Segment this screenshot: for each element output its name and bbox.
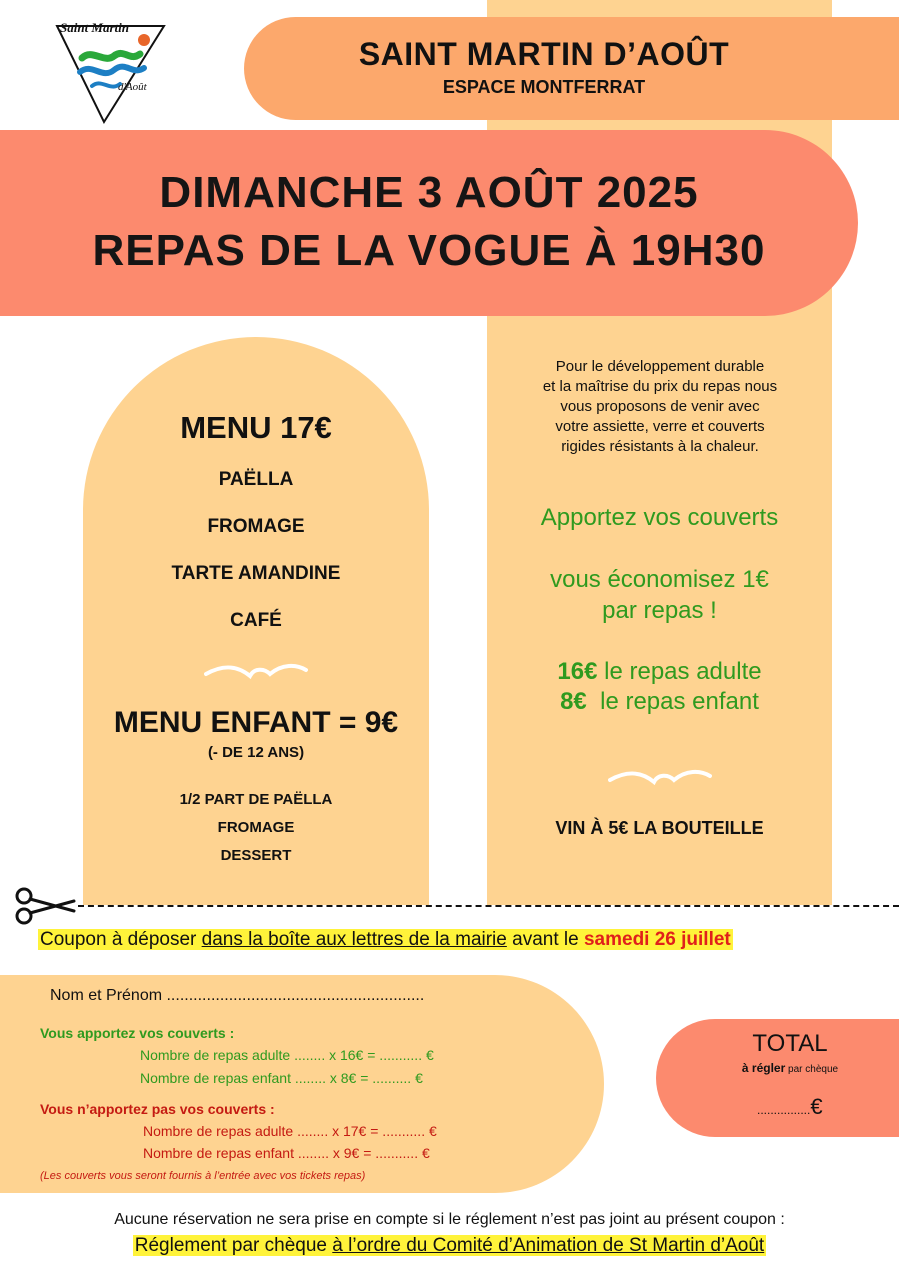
bird-divider-icon bbox=[608, 766, 712, 793]
total-amount-field[interactable] bbox=[757, 1094, 823, 1120]
without-cutlery-child-field[interactable]: Nombre de repas enfant ........ x 9€ = ........... € bbox=[143, 1145, 430, 1161]
child-price: 8€ bbox=[560, 688, 587, 715]
saint-martin-logo bbox=[52, 14, 177, 126]
menu-item: FROMAGE bbox=[207, 516, 305, 537]
info-line: Pour le développement durable bbox=[555, 358, 765, 375]
coupon-text: Coupon à déposer bbox=[40, 929, 202, 950]
info-line: votre assiette, verre et couverts bbox=[555, 418, 765, 435]
kids-menu-item: FROMAGE bbox=[217, 819, 295, 836]
savings-line2: par repas ! bbox=[602, 597, 717, 624]
info-line: et la maîtrise du prix du repas nous bbox=[542, 378, 778, 395]
kids-menu-item: DESSERT bbox=[220, 847, 292, 864]
banner-date: DIMANCHE 3 AOÛT 2025 bbox=[159, 168, 699, 217]
kids-menu-title: MENU ENFANT = 9€ bbox=[113, 706, 399, 739]
bird-divider-icon bbox=[204, 660, 308, 687]
header-subtitle: ESPACE MONTFERRAT bbox=[442, 77, 646, 97]
wine-price: VIN À 5€ LA BOUTEILLE bbox=[555, 818, 764, 838]
total-title: TOTAL bbox=[752, 1030, 828, 1057]
cut-line bbox=[78, 905, 899, 907]
coupon-instructions bbox=[38, 929, 733, 951]
footer-payment bbox=[0, 1235, 899, 1257]
without-cutlery-adult-field[interactable]: Nombre de repas adulte ........ x 17€ = ........... € bbox=[143, 1123, 437, 1139]
adult-price: 16€ bbox=[557, 658, 598, 685]
cutlery-note: (Les couverts vous seront fournis à l’entrée avec vos tickets repas) bbox=[40, 1170, 366, 1182]
menu-item: PAËLLA bbox=[218, 469, 294, 490]
with-cutlery-adult-field[interactable]: Nombre de repas adulte ........ x 16€ = ........... € bbox=[140, 1047, 434, 1063]
kids-menu-item: 1/2 PART DE PAËLLA bbox=[179, 791, 333, 808]
menu-item: CAFÉ bbox=[230, 610, 282, 631]
name-field[interactable]: Nom et Prénom .......................................................... bbox=[50, 987, 425, 1004]
with-cutlery-title: Vous apportez vos couverts : bbox=[40, 1025, 235, 1041]
coupon-deadline: samedi 26 juillet bbox=[583, 929, 731, 950]
bring-cutlery-text: Apportez vos couverts bbox=[540, 504, 779, 531]
child-price-line bbox=[487, 686, 832, 718]
info-line: vous proposons de venir avec bbox=[560, 398, 760, 415]
logo-text-line1: Saint Martin bbox=[60, 20, 130, 35]
info-paragraph bbox=[500, 357, 820, 457]
info-line: rigides résistants à la chaleur. bbox=[561, 438, 759, 455]
footer-payee: à l’ordre du Comité d’Animation de St Martin d’Août bbox=[332, 1235, 765, 1256]
coupon-location: dans la boîte aux lettres de la mairie bbox=[201, 929, 507, 950]
total-pay-method: par chèque bbox=[785, 1064, 839, 1075]
kids-menu-subtitle: (- DE 12 ANS) bbox=[207, 744, 305, 761]
child-price-label: le repas enfant bbox=[586, 688, 759, 715]
date-banner bbox=[0, 130, 858, 316]
total-amount-dots: ................ bbox=[757, 1103, 811, 1117]
scissors-icon bbox=[14, 887, 76, 930]
header-title: SAINT MARTIN D’AOÛT bbox=[358, 36, 730, 72]
savings-line1: vous économisez 1€ bbox=[550, 566, 769, 593]
coupon-text: avant le bbox=[506, 929, 584, 950]
total-currency: € bbox=[810, 1094, 823, 1119]
menu-title: MENU 17€ bbox=[180, 410, 332, 445]
without-cutlery-title: Vous n’apportez pas vos couverts : bbox=[40, 1101, 275, 1117]
total-subtitle bbox=[690, 1061, 890, 1075]
footer-payment-text: Réglement par chèque bbox=[134, 1235, 333, 1256]
logo-text-line2: d'Août bbox=[118, 81, 147, 93]
with-cutlery-child-field[interactable]: Nombre de repas enfant ........ x 8€ = .......... € bbox=[140, 1070, 423, 1086]
footer-warning: Aucune réservation ne sera prise en compte si le réglement n’est pas joint au présent coupon : bbox=[114, 1211, 785, 1228]
adult-price-label: le repas adulte bbox=[597, 658, 762, 685]
banner-event: REPAS DE LA VOGUE À 19H30 bbox=[92, 226, 766, 275]
total-pay-label: à régler bbox=[741, 1061, 786, 1075]
menu-item: TARTE AMANDINE bbox=[171, 563, 341, 584]
adult-price-line bbox=[487, 656, 832, 688]
